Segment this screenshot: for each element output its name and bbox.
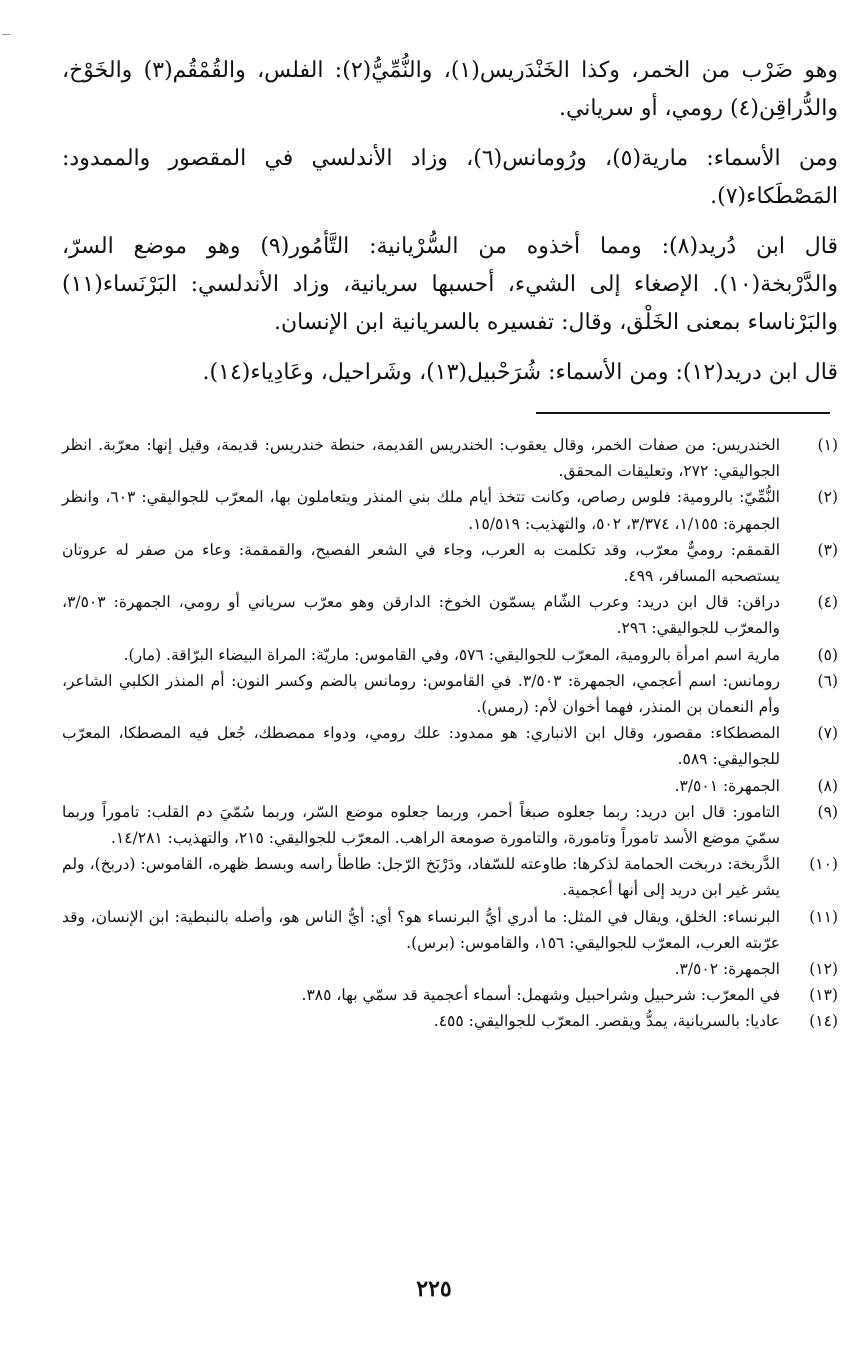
footnote-text: دراقن: قال ابن دريد: وعرب الشّام يسمّون الخوخ: الدارقن وهو معرّب سرياني أو رومي، الجمهرة: ٣/٥٠٣، والمعرّب للجواليقي: ٢٩٦.	[62, 593, 780, 638]
footnote-number: (٤)	[817, 593, 838, 612]
footnote-number: (١٤)	[809, 1012, 838, 1031]
body-paragraph: قال ابن دُريد(٨): ومما أخذوه من السُّرْيانية: التَّأمُور(٩) وهو موضع السرّ، والدَّرْبخة(١٠). الإصغاء إلى الشيء، أحسبها سريانية، وزاد الأندلسي: البَرْنَساء(١١) والبَرْناساء بمعنى الخَلْق، وقال: تفسيره بالسريانية ابن الإنسان.	[62, 234, 838, 335]
footnote	[62, 799, 838, 851]
footnote	[62, 589, 838, 641]
body-paragraph: قال ابن دريد(١٢): ومن الأسماء: شُرَحْبيل(١٣)، وشَراحيل، وعَادِياء(١٤).	[202, 360, 838, 385]
footnote	[62, 668, 838, 720]
page-number: ٢٢٥	[416, 1276, 452, 1302]
footnote-text: الجمهرة: ٣/٥٠٢.	[674, 960, 780, 979]
footnote	[62, 956, 838, 982]
footnote-number: (٥)	[817, 645, 838, 664]
footnote-number: (١٢)	[809, 960, 838, 979]
body-paragraph: ومن الأسماء: مارية(٥)، ورُومانس(٦)، وزاد الأندلسي في المقصور والممدود: المَصْطَكاء(٧).	[62, 146, 838, 209]
margin-mark	[2, 34, 10, 35]
body-paragraph: وهو ضَرْب من الخمر، وكذا الخَنْدَريس(١)، والنُّمِّيُّ(٢): الفلس، والقُمْقُم(٣) والخَوْخ، والدُّراقِن(٤) رومي، أو سرياني.	[62, 58, 838, 121]
footnote-text: رومانس: اسم أعجمي، الجمهرة: ٣/٥٠٣. في القاموس: رومانس بالضم وكسر النون: أم المنذر الكلبي الشاعر، وأم النعمان بن المنذر، فهما أخوان لأم: (رمس).	[62, 671, 780, 717]
footnote	[62, 720, 838, 772]
footnote	[62, 1008, 838, 1034]
footnotes	[62, 432, 838, 1035]
footnote	[62, 904, 838, 956]
footnote-text: الدَّربخة: دربخت الحمامة لذكرها: طاوعته للسّفاد، ودَرْبَخ الرّجل: طاطأ راسه وبسط ظهره، القاموس: (دربخ)، ولم يشر غير ابن دريد إلى أنها أعجمية.	[62, 855, 780, 900]
footnote-text: مارية اسم امرأة بالرومية، المعرّب للجواليقي: ٥٧٦، وفي القاموس: ماريّة: المراة البيضاء البرّاقة. (مار).	[123, 645, 780, 664]
footnote-text: القمقم: روميٌّ معرّب، وقد تكلمت به العرب، وجاء في الشعر الفصيح، والقمقمة: وعاء من صفر له عروتان يستصحبه المسافر، ٤٩٩.	[62, 540, 780, 586]
main-text	[62, 52, 838, 402]
footnote-number: (١٠)	[809, 855, 838, 874]
footnote-text: الخندريس: من صفات الخمر، وقال يعقوب: الخندريس القديمة، حنطة خندريس: قديمة، وقيل إنها: معرّبة. انظر الجواليقي: ٢٧٢، وتعليقات المحقق.	[62, 436, 780, 481]
footnote-number: (٧)	[817, 724, 838, 743]
footnote	[62, 982, 838, 1008]
footnote	[62, 432, 838, 484]
footnote-text: البرنساء: الخلق، ويقال في المثل: ما أدري أيُّ البرنساء هو؟ أي: أيُّ الناس هو، وأصله بالنبطية: ابن الإنسان، وقد عرّبته العرب، المعرّب للجواليقي: ١٥٦، والقاموس: (برس).	[62, 907, 780, 952]
footnote-number: (٢)	[817, 488, 838, 507]
footnote-text: في المعرّب: شرحبيل وشراحبيل وشهمل: أسماء أعجمية قد سمّي بها، ٣٨٥.	[301, 986, 780, 1005]
footnote-number: (٩)	[817, 802, 838, 821]
footnote-number: (١٣)	[809, 986, 838, 1005]
footnote-number: (١)	[817, 436, 838, 454]
footnote	[62, 537, 838, 589]
footnote	[62, 851, 838, 903]
footnote-text: النُّمِّيّ: بالرومية: فلوس رصاص، وكانت تتخذ أيام ملك بني المنذر ويتعاملون بها، المعرّب للجواليقي: ٦٠٣، وانظر الجمهرة: ١/١٥٥، ٣/٣٧٤، ٥٠٢، والتهذيب: ١٥/٥١٩.	[62, 488, 780, 533]
footnote	[62, 642, 838, 668]
footnote-number: (٣)	[817, 540, 838, 559]
footnote-text: التامور: قال ابن دريد: ربما جعلوه صبغاً أحمر، وربما جعلوه موضع السّر، وربما سُمّيَ دم القلب: تاموراً وربما سمّيَ موضع الأسد تاموراً وتامورة، والتامورة صومعة الراهب. المعرّب للجواليقي: ٢١٥، والتهذيب: ١٤/٢٨١.	[62, 802, 780, 848]
footnote-separator	[536, 412, 830, 414]
footnote	[62, 484, 838, 536]
footnote-text: المصطكاء: مقصور، وقال ابن الانباري: هو ممدود: علك رومي، ودواء ممصطك، جُعل فيه المصطكا، المعرّب للجواليقي: ٥٨٩.	[62, 724, 780, 769]
footnote-number: (٨)	[817, 776, 838, 795]
footnote-number: (١١)	[809, 907, 838, 926]
footnote-text: عاديا: بالسريانية، يمدُّ ويقصر. المعرّب للجواليقي: ٤٥٥.	[433, 1012, 780, 1031]
footnote	[62, 773, 838, 799]
footnote-text: الجمهرة: ٣/٥٠١.	[674, 776, 780, 795]
footnote-number: (٦)	[817, 671, 838, 690]
